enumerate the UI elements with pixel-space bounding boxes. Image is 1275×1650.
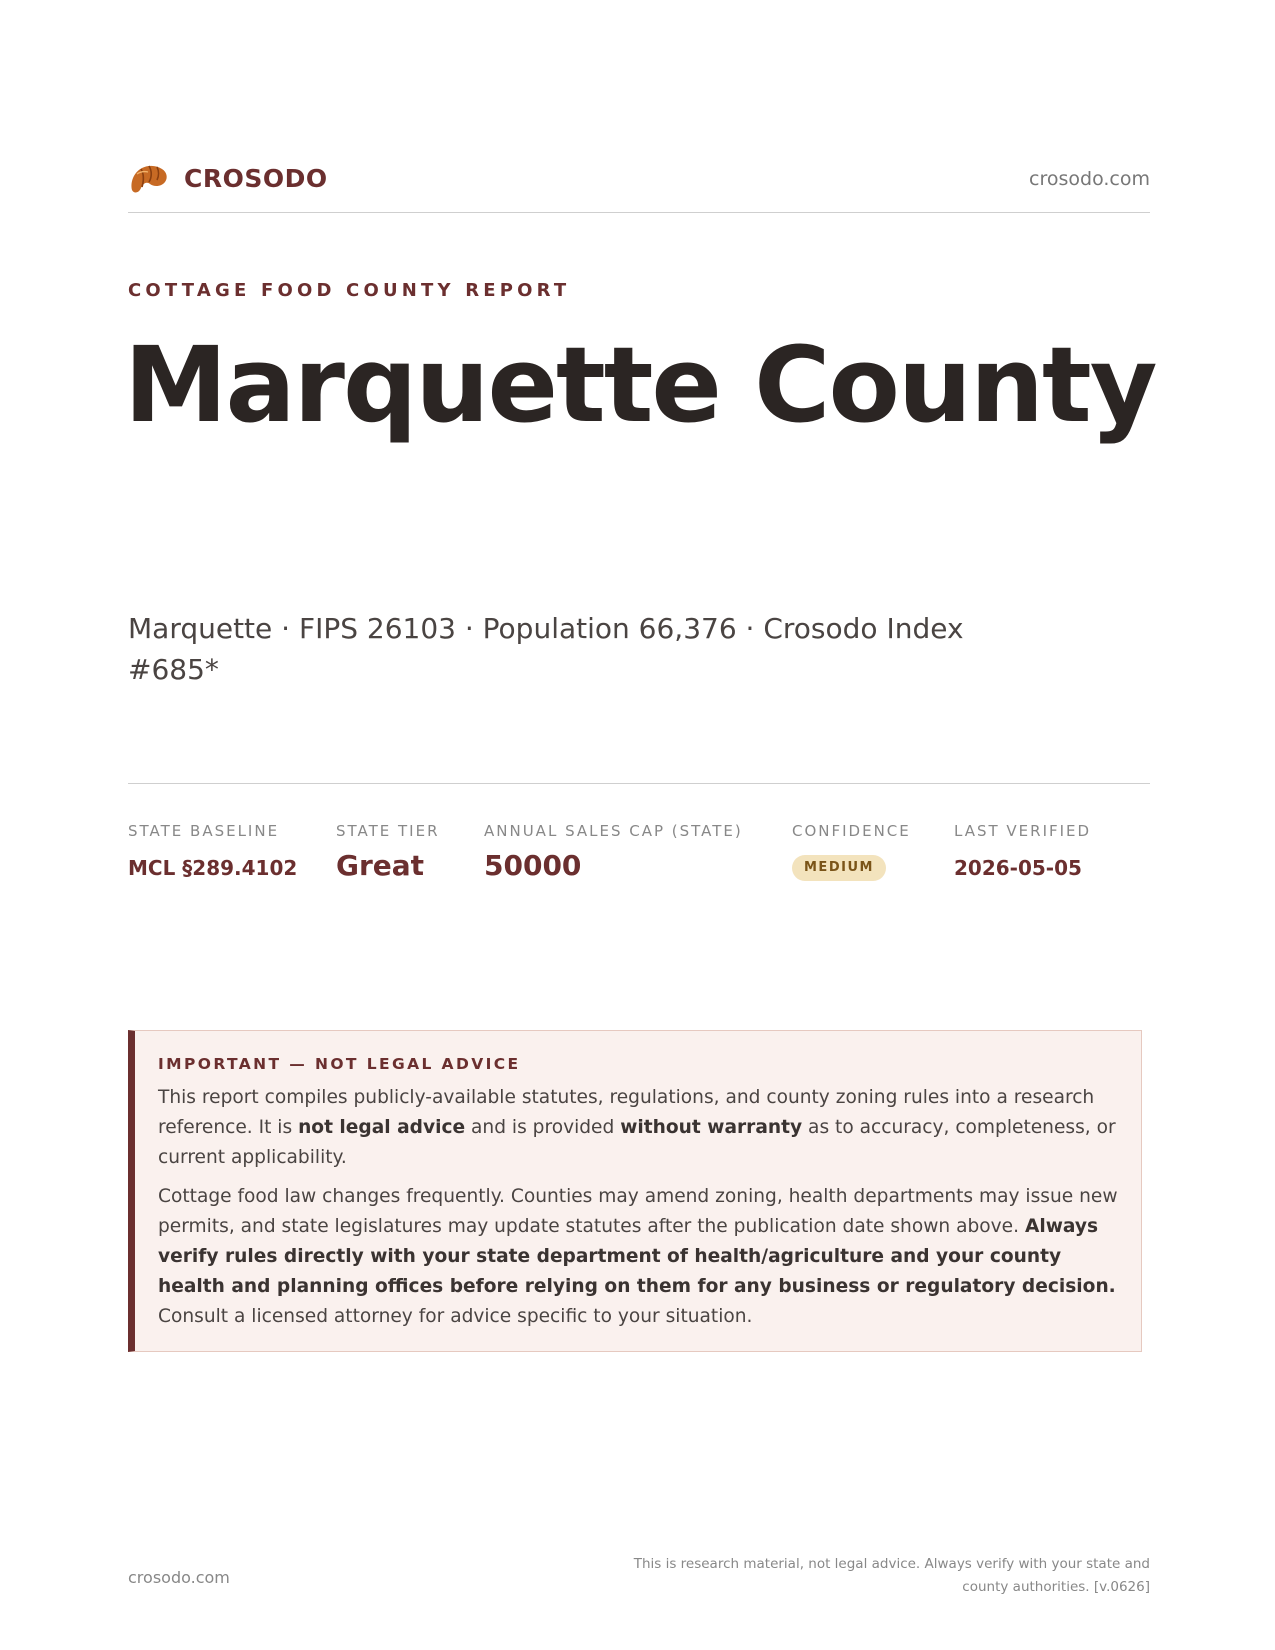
notice-body [158, 1083, 1123, 1341]
footer-url[interactable]: crosodo.com [128, 1568, 230, 1587]
stat-annual-sales-cap [484, 821, 743, 881]
brand[interactable] [128, 160, 328, 198]
confidence-badge: MEDIUM [792, 855, 886, 881]
notice-heading: IMPORTANT — NOT LEGAL ADVICE [158, 1055, 521, 1073]
stat-last-verified [954, 821, 1091, 883]
page-title: Marquette County [124, 324, 1156, 446]
notice-paragraph-1 [158, 1083, 1123, 1173]
stat-value: 50000 [484, 849, 582, 882]
stat-label: STATE BASELINE [128, 822, 280, 840]
stat-label: LAST VERIFIED [954, 822, 1092, 840]
notice-text: and is provided [465, 1117, 621, 1138]
county-subtitle: Marquette · FIPS 26103 · Population 66,376 · Crosodo Index #685* [128, 612, 964, 686]
notice-emphasis: without warranty [620, 1117, 803, 1138]
page-header [128, 160, 1150, 213]
notice-paragraph-2 [158, 1182, 1123, 1332]
stat-value: 2026-05-05 [954, 856, 1082, 880]
legal-notice [128, 1030, 1142, 1352]
notice-text: as to accuracy, completeness, or current applicability. [158, 1117, 1116, 1168]
notice-emphasis: not legal advice [298, 1117, 466, 1138]
stat-value: Great [336, 849, 425, 882]
footer-disclaimer: This is research material, not legal advice. Always verify with your state and county authorities. [v.0626] [633, 1556, 1150, 1595]
stat-state-baseline [128, 821, 297, 883]
notice-text: Consult a licensed attorney for advice specific to your situation. [158, 1306, 753, 1327]
stat-label: ANNUAL SALES CAP (STATE) [484, 822, 743, 840]
notice-emphasis: Always verify rules directly with your state department of health/agriculture and your county health and planning offices before relying on them for any business or regulatory decision. [158, 1216, 1116, 1297]
site-url[interactable]: crosodo.com [1029, 168, 1150, 190]
stats-row [128, 783, 1150, 882]
stat-state-tier [336, 821, 440, 881]
notice-text: This report compiles publicly-available statutes, regulations, and county zoning rules into a research reference. It is [158, 1087, 1095, 1138]
brand-name: CROSODO [184, 164, 328, 193]
notice-text: Cottage food law changes frequently. Counties may amend zoning, health departments may issue new permits, and state legislatures may update statutes after the publication date shown above. [158, 1186, 1118, 1237]
report-kicker: COTTAGE FOOD COUNTY REPORT [128, 280, 571, 301]
stat-confidence [792, 821, 911, 881]
stat-label: STATE TIER [336, 822, 440, 840]
stat-value: MCL §289.4102 [128, 856, 298, 880]
stat-label: CONFIDENCE [792, 822, 911, 840]
croissant-icon [128, 160, 170, 198]
